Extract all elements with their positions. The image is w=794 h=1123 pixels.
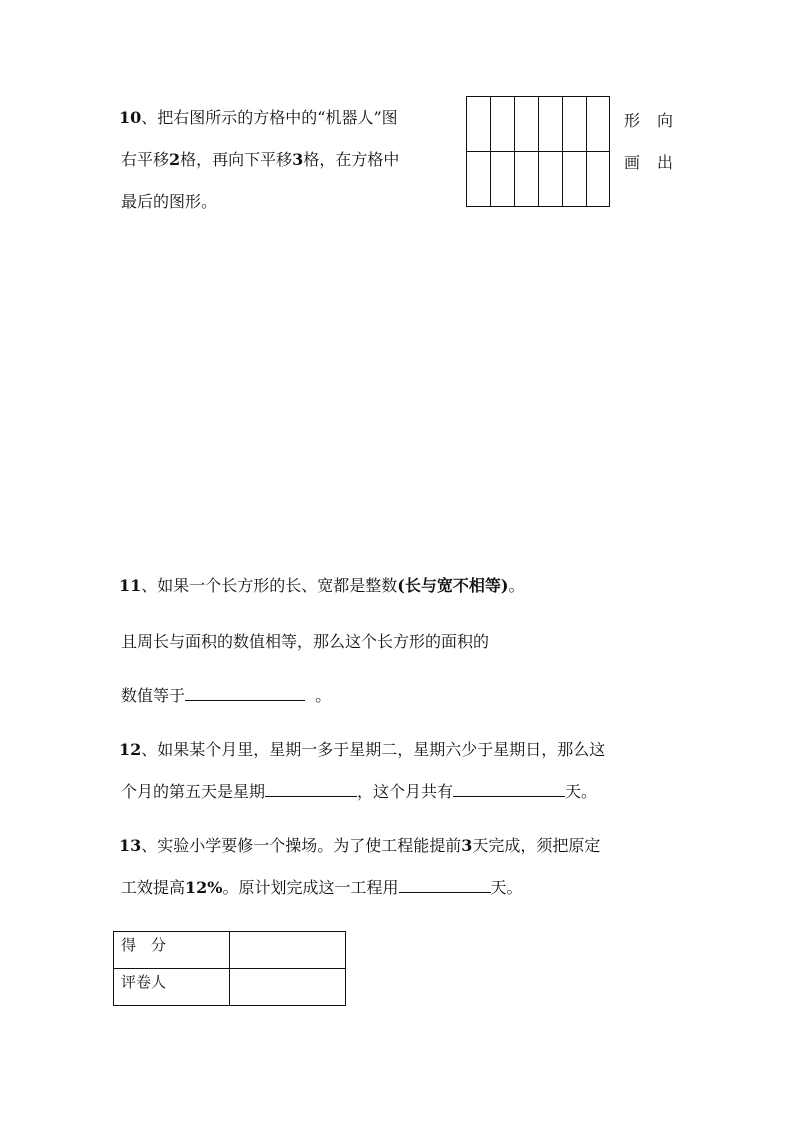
q11-line-1: 11、如果一个长方形的长、宽都是整数(长与宽不相等)。: [119, 576, 525, 595]
q12-line-1: 12、如果某个月里，星期一多于星期二，星期六少于星期日，那么这: [119, 740, 606, 759]
q11-answer-blank[interactable]: [185, 686, 305, 701]
q10-right-word: 向: [657, 111, 674, 130]
q12-weekday-blank[interactable]: [265, 782, 357, 797]
q10-right-word: 形: [624, 111, 641, 130]
score-table: [113, 931, 346, 1006]
q13-line-2: 工效提高12%。原计划完成这一工程用 天。: [121, 878, 523, 897]
q10-right-word: 画: [624, 153, 641, 172]
q12-number: 12: [119, 740, 142, 759]
q12-line-2: 个月的第五天是星期 ，这个月共有 天。: [121, 782, 598, 801]
q10-line-2: 右平移2格，再向下平移3格，在方格中: [121, 150, 400, 169]
q13-number: 13: [119, 836, 142, 855]
q13-line-1: 13、实验小学要修一个操场。为了使工程能提前3天完成，须把原定: [119, 836, 601, 855]
q11-line-3: 数值等于 。: [121, 686, 332, 705]
q11-line-2: 且周长与面积的数值相等，那么这个长方形的面积的: [121, 632, 490, 651]
score-label-cell: 得 分: [114, 932, 230, 969]
grader-value-cell[interactable]: [230, 969, 346, 1006]
q11-number: 11: [119, 576, 142, 595]
score-value-cell[interactable]: [230, 932, 346, 969]
robot-grid[interactable]: [466, 96, 610, 207]
q10-number: 10: [119, 108, 142, 127]
q12-days-blank[interactable]: [453, 782, 565, 797]
q13-days-blank[interactable]: [399, 878, 491, 893]
q10-right-word: 出: [657, 153, 674, 172]
q10-line-3: 最后的图形。: [121, 192, 218, 211]
grader-label-cell: 评卷人: [114, 969, 230, 1006]
q10-line-1: 10、把右图所示的方格中的“机器人”图: [119, 108, 398, 127]
